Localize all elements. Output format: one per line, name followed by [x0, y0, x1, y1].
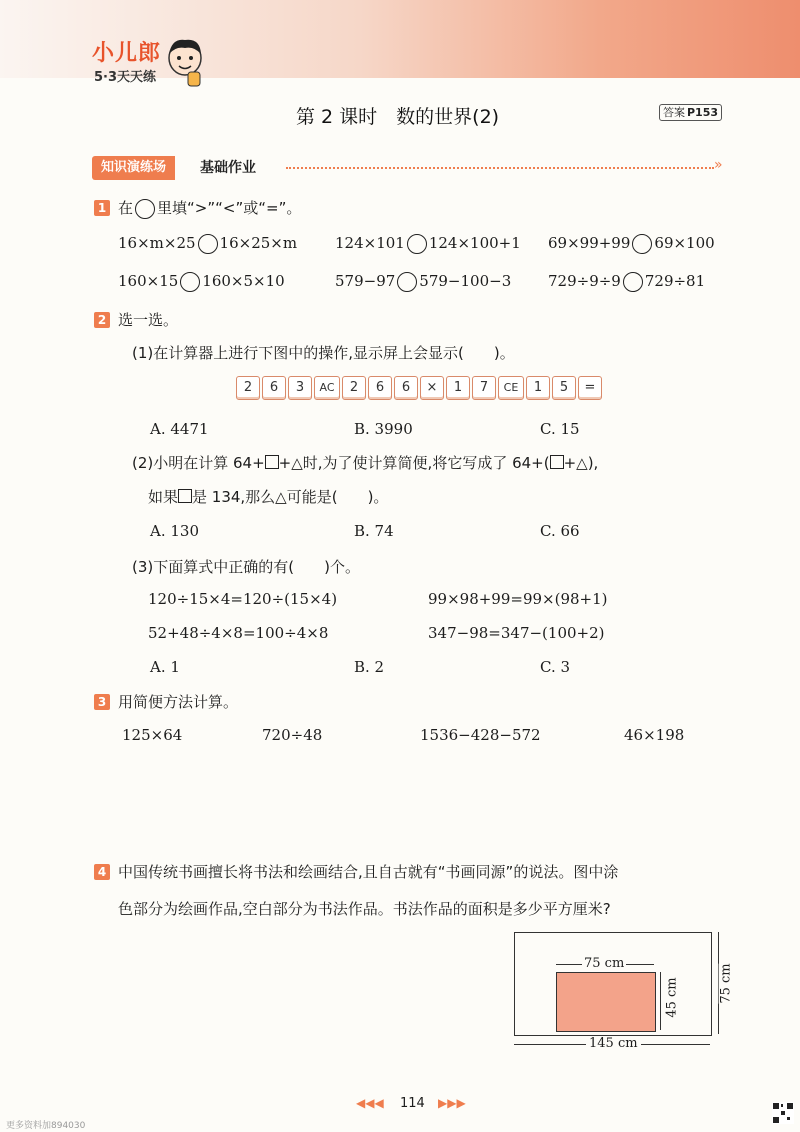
question-2-prompt: 选一选。 — [118, 311, 179, 329]
q2-part2-option-b[interactable]: B. 74 — [354, 522, 394, 540]
calc-key: AC — [314, 376, 340, 400]
question-number-3: 3 — [94, 694, 110, 710]
q2-part1-option-c[interactable]: C. 15 — [540, 420, 580, 438]
q2-part3-option-a[interactable]: A. 1 — [150, 658, 180, 676]
calc-key: 6 — [368, 376, 392, 400]
page-right-arrows-icon: ▶▶▶ — [438, 1096, 466, 1110]
answer-page: P153 — [687, 106, 719, 119]
q1-item: 16×m×25 16×25×m — [118, 234, 298, 252]
answer-circle[interactable] — [623, 272, 643, 292]
circle-blank-icon — [135, 199, 155, 219]
calc-key: 5 — [552, 376, 576, 400]
q1-item: 124×101 124×100+1 — [335, 234, 521, 252]
answer-circle[interactable] — [198, 234, 218, 254]
q1-item: 160×15 160×5×10 — [118, 272, 285, 290]
answer-circle[interactable] — [407, 234, 427, 254]
question-number-4: 4 — [94, 864, 110, 880]
q2-part1-option-a[interactable]: A. 4471 — [150, 420, 209, 438]
mascot-icon — [160, 34, 210, 88]
q2-part1-stem: (1)在计算器上进行下图中的操作,显示屏上会显示( )。 — [132, 344, 515, 362]
q2-part3-equation: 120÷15×4=120÷(15×4) — [148, 590, 338, 608]
q2-part3-option-b[interactable]: B. 2 — [354, 658, 385, 676]
question-number-1: 1 — [94, 200, 110, 216]
question-number-2: 2 — [94, 312, 110, 328]
inner-width-label: 75 cm — [584, 956, 625, 971]
answer-circle[interactable] — [397, 272, 417, 292]
calc-key: = — [578, 376, 602, 400]
calc-key: × — [420, 376, 444, 400]
dimension-line — [660, 972, 661, 1030]
calc-key: 1 — [526, 376, 550, 400]
section-label-main: 知识演练场 — [92, 156, 175, 180]
calc-key: CE — [498, 376, 524, 400]
outer-width-label: 145 cm — [586, 1036, 641, 1051]
calc-key: 1 — [446, 376, 470, 400]
q3-item: 720÷48 — [262, 726, 323, 744]
answer-reference-badge — [659, 104, 722, 121]
calc-key: 6 — [394, 376, 418, 400]
q3-item: 1536−428−572 — [420, 726, 541, 744]
page-left-arrows-icon: ◀◀◀ — [356, 1096, 384, 1110]
q1-item: 729÷9÷9 729÷81 — [548, 272, 706, 290]
q2-part3-stem: (3)下面算式中正确的有( )个。 — [132, 558, 360, 576]
q1-item: 579−97 579−100−3 — [335, 272, 512, 290]
q2-part3-option-c[interactable]: C. 3 — [540, 658, 571, 676]
calc-key: 7 — [472, 376, 496, 400]
outer-height-label: 75 cm — [718, 963, 734, 1004]
footer-watermark: 更多资料加894030 — [6, 1121, 86, 1131]
question-1-prompt: 在 里填“>”“<”或“=”。 — [118, 199, 302, 217]
lesson-title: 第 2 课时 数的世界(2) — [296, 106, 500, 128]
q3-item: 125×64 — [122, 726, 183, 744]
question-3-prompt: 用简便方法计算。 — [118, 693, 239, 711]
calc-key: 2 — [236, 376, 260, 400]
section-label-sub: 基础作业 — [200, 160, 256, 176]
q2-part3-equation: 99×98+99=99×(98+1) — [428, 590, 608, 608]
painting-area-shaded — [556, 972, 656, 1032]
q1-item: 69×99+99 69×100 — [548, 234, 715, 252]
inner-height-label: 45 cm — [664, 977, 680, 1018]
calc-key: 3 — [288, 376, 312, 400]
q2-part1-option-b[interactable]: B. 3990 — [354, 420, 413, 438]
q2-part3-equation: 52+48÷4×8=100÷4×8 — [148, 624, 329, 642]
calc-key: 6 — [262, 376, 286, 400]
brand-subtitle: 5·3天天练 — [94, 70, 157, 85]
section-arrow-icon: » — [714, 157, 723, 173]
q2-part2-stem: (2)小明在计算 64+ +△时,为了使计算简便,将它写成了 64+( +△), — [132, 454, 599, 472]
q2-part2-stem-line2: 如果 是 134,那么△可能是( )。 — [148, 488, 389, 506]
q2-part2-option-a[interactable]: A. 130 — [150, 522, 199, 540]
square-icon — [265, 455, 279, 469]
q2-part2-option-c[interactable]: C. 66 — [540, 522, 580, 540]
calculator-key-sequence — [236, 376, 604, 402]
q3-item: 46×198 — [624, 726, 685, 744]
answer-circle[interactable] — [180, 272, 200, 292]
section-divider — [286, 167, 714, 169]
brand-logo-text: 小儿郎 — [92, 41, 162, 66]
q2-part3-equation: 347−98=347−(100+2) — [428, 624, 605, 642]
calc-key: 2 — [342, 376, 366, 400]
question-4-text-line2: 色部分为绘画作品,空白部分为书法作品。书法作品的面积是多少平方厘米? — [118, 900, 611, 918]
answer-circle[interactable] — [632, 234, 652, 254]
square-icon — [550, 455, 564, 469]
square-icon — [178, 489, 192, 503]
page-number: 114 — [400, 1096, 425, 1111]
answer-label: 答案 — [663, 106, 685, 119]
qr-code-icon — [772, 1102, 794, 1124]
question-4-text-line1: 中国传统书画擅长将书法和绘画结合,且自古就有“书画同源”的说法。图中涂 — [118, 863, 619, 881]
